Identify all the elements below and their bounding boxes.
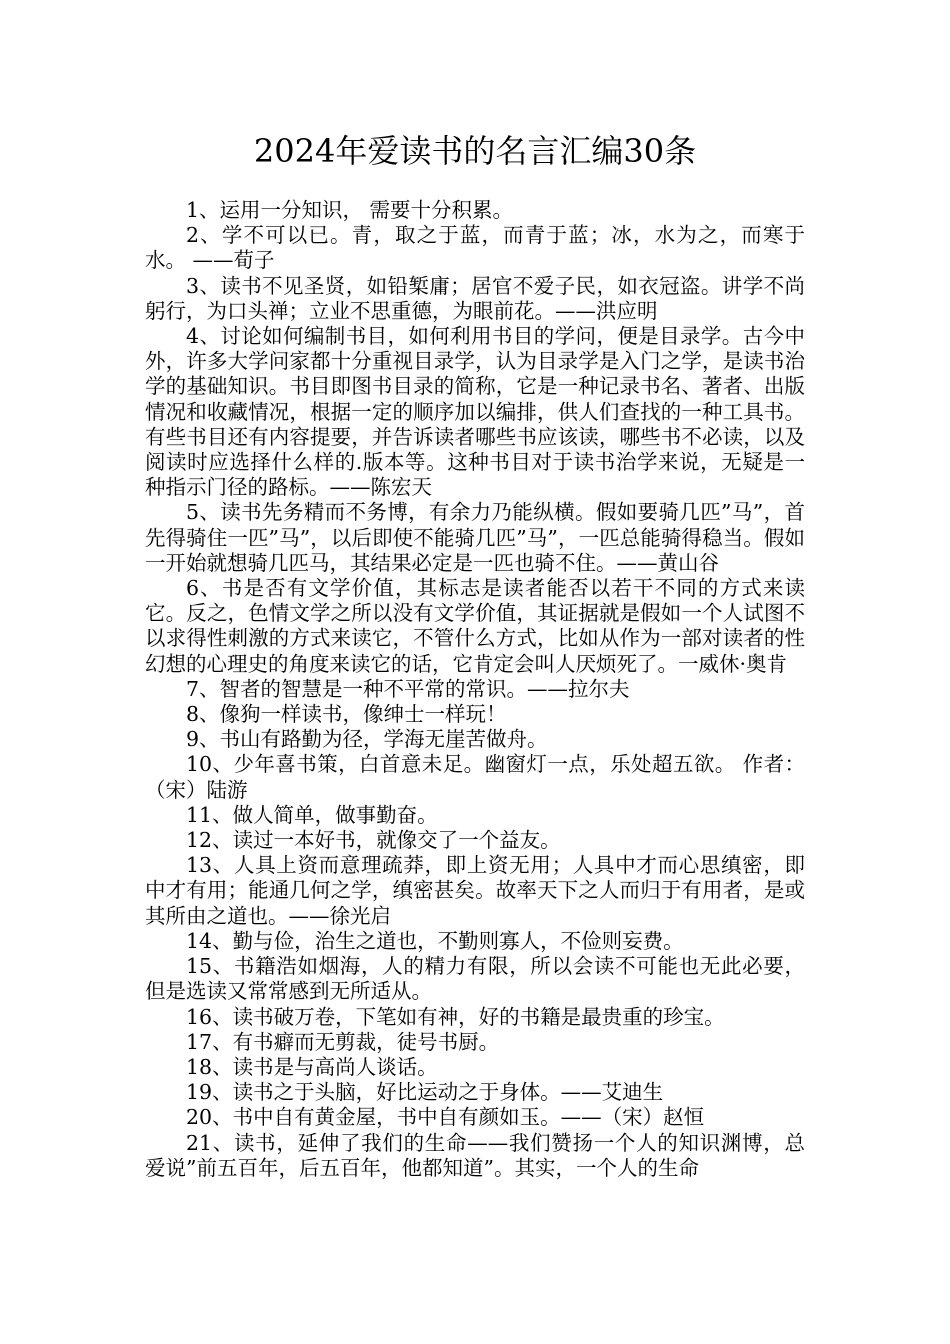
quote-paragraph-3: 3、读书不见圣贤，如铅椠庸；居官不爱子民，如衣冠盗。讲学不尚躬行，为口头禅；立业不思重德，为眼前花。——洪应明 [145, 273, 805, 323]
quote-paragraph-7: 7、智者的智慧是一种不平常的常识。——拉尔夫 [186, 676, 630, 701]
quote-paragraph-14: 14、勤与俭，治生之道也，不勤则寡人，不俭则妄费。 [186, 928, 684, 953]
quote-paragraph-18: 18、读书是与高尚人谈话。 [186, 1054, 438, 1079]
document-page [145, 126, 805, 1181]
quote-paragraph-2: 2、学不可以已。青，取之于蓝，而青于蓝；冰，水为之，而寒于水。 ——荀子 [145, 223, 805, 273]
quote-paragraph-5: 5、读书先务精而不务博，有余力乃能纵横。假如要骑几匹”马”，首先得骑住一匹”马”，以后即使不能骑几匹”马”，一匹总能骑得稳当。假如一开始就想骑几匹马，其结果必定是一匹也骑不住。——黄山谷 [145, 500, 805, 575]
document-body [145, 198, 805, 1181]
quote-paragraph-16: 16、读书破万卷，下笔如有神，好的书籍是最贵重的珍宝。 [186, 1004, 725, 1029]
quote-paragraph-11: 11、做人简单，做事勤奋。 [186, 802, 438, 827]
document-title: 2024年爱读书的名言汇编30条 [253, 132, 697, 170]
quote-paragraph-20: 20、书中自有黄金屋，书中自有颜如玉。——（宋）赵恒 [186, 1105, 705, 1130]
quote-paragraph-19: 19、读书之于头脑，好比运动之于身体。——艾迪生 [186, 1080, 664, 1105]
quote-paragraph-10: 10、少年喜书策，白首意未足。幽窗灯一点，乐处超五欲。 作者：（宋）陆游 [145, 752, 805, 802]
quote-paragraph-1: 1、运用一分知识， 需要十分积累。 [186, 198, 514, 222]
quote-paragraph-9: 9、书山有路勤为径，学海无崖苦做舟。 [186, 727, 548, 752]
quote-paragraph-13: 13、人具上资而意理疏莽，即上资无用；人具中才而心思缜密，即中才有用；能通几何之学，缜密甚矣。故率天下之人而归于有用者，是或其所由之道也。——徐光启 [145, 853, 805, 928]
quote-paragraph-15: 15、书籍浩如烟海，人的精力有限，所以会读不可能也无此必要，但是选读又常常感到无所适从。 [145, 954, 805, 1004]
quote-paragraph-17: 17、有书癖而无剪裁，徒号书厨。 [186, 1029, 500, 1054]
quote-paragraph-8: 8、像狗一样读书，像绅士一样玩！ [186, 702, 507, 727]
quote-paragraph-21: 21、读书，延伸了我们的生命——我们赞扬一个人的知识渊博，总爱说”前五百年，后五百年，他都知道”。其实，一个人的生命 [145, 1130, 805, 1180]
quote-paragraph-4: 4、讨论如何编制书目，如何利用书目的学问，便是目录学。古今中外，许多大学问家都十分重视目录学，认为目录学是入门之学，是读书治学的基础知识。书目即图书目录的简称，它是一种记录书名、著者、出版情况和收藏情况，根据一定的顺序加以编排，供人们查找的一种工具书。有些书目还有内容提要，并告诉读者哪些书应该读，哪些书不必读，以及阅读时应选择什么样的.版本等。这种书目对于读书治学来说，无疑是一种指示门径的路标。——陈宏天 [145, 324, 805, 500]
quote-paragraph-6: 6、书是否有文学价值，其标志是读者能否以若干不同的方式来读它。反之，色情文学之所以没有文学价值，其证据就是假如一个人试图不以求得性刺激的方式来读它，不管什么方式，比如从作为一部对读者的性幻想的心理史的角度来读它的话，它肯定会叫人厌烦死了。一威休·奥肯 [145, 576, 805, 676]
quote-paragraph-12: 12、读过一本好书，就像交了一个益友。 [186, 828, 561, 853]
